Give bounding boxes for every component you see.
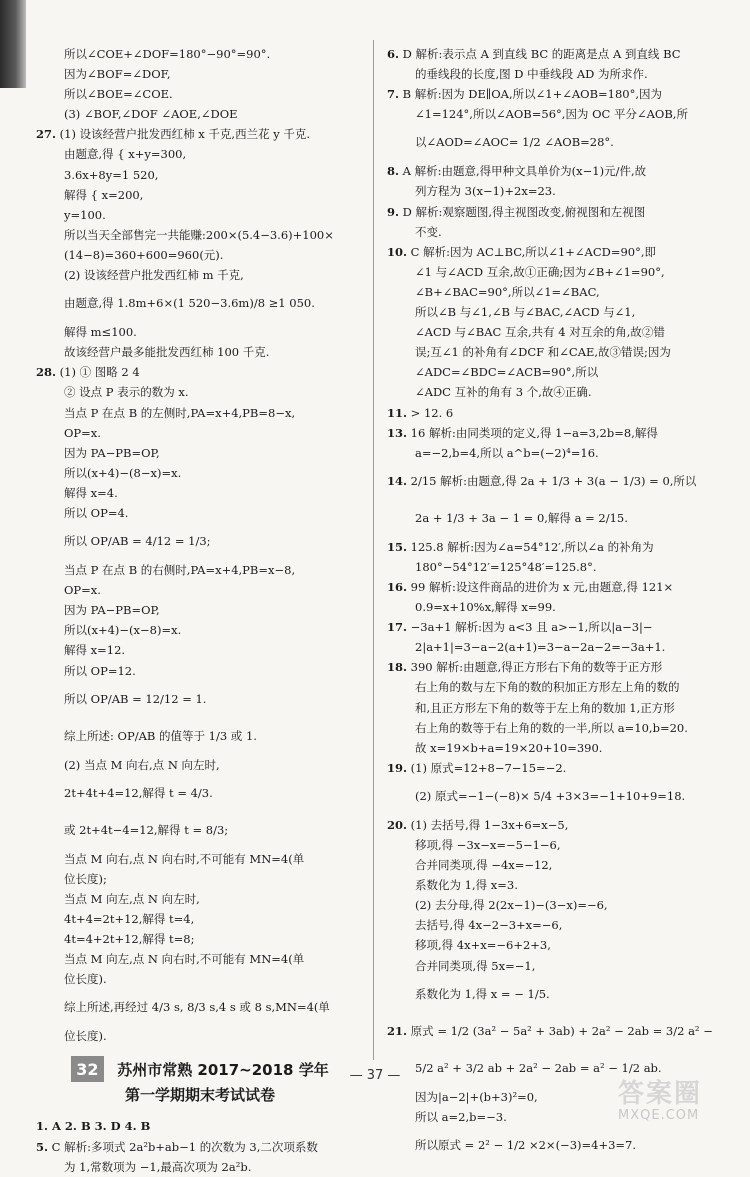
line-text: > 12. 6 — [410, 405, 454, 420]
text-line — [387, 915, 715, 935]
text-line — [36, 382, 364, 402]
text-line — [36, 661, 364, 681]
text-line — [387, 124, 715, 161]
question-number: 16. — [387, 579, 408, 594]
text-line — [36, 755, 364, 775]
text-line — [387, 855, 715, 875]
question-number: 27. — [36, 127, 57, 142]
line-text: (1) 去括号,得 1−3x+6=x−5, — [410, 817, 569, 832]
text-line — [387, 181, 715, 201]
line-text: y=100. — [64, 207, 106, 222]
question-number: 8. — [387, 164, 400, 179]
line-text: 和,且正方形左下角的数等于左上角的数加 1,正方形 — [415, 700, 675, 715]
text-line — [36, 285, 364, 322]
text-line — [387, 976, 715, 1013]
text-line — [36, 1137, 364, 1157]
text-line — [36, 1026, 364, 1046]
line-text: 当点 M 向右,点 N 向右时,不可能有 MN=4(单 — [64, 851, 305, 866]
watermark-logo — [618, 1080, 738, 1126]
question-number: 11. — [387, 405, 408, 420]
text-line — [387, 815, 715, 835]
line-text: 当点 M 向左,点 N 向右时,不可能有 MN=4(单 — [64, 952, 305, 967]
text-line — [36, 245, 364, 265]
line-text: 4t=4+2t+12,解得 t=8; — [64, 932, 195, 947]
text-line — [387, 935, 715, 955]
line-text: 0.9=x+10%x,解得 x=99. — [415, 600, 556, 615]
text-line — [387, 1127, 715, 1164]
text-line — [36, 165, 364, 185]
line-text: 当点 M 向左,点 N 向左时, — [64, 891, 200, 906]
line-text: 当点 P 在点 B 的右侧时,PA=x+4,PB=x−8, — [64, 563, 296, 578]
line-text: 390 解析:由题意,得正方形右下角的数等于正方形 — [410, 660, 663, 675]
text-line — [387, 677, 715, 697]
line-text: (2) 原式=−1−(−8)× 5/4 +3×3=−1+10+9=18. — [415, 788, 686, 803]
text-line — [36, 681, 364, 718]
line-text: −3a+1 解析:因为 a<3 且 a>−1,所以|a−3|− — [410, 620, 653, 635]
line-text: 125.8 解析:因为∠a=54°12′,所以∠a 的补角为 — [410, 539, 654, 554]
text-line — [36, 124, 364, 144]
line-text: (14−8)=360+600=960(元). — [64, 247, 224, 262]
text-line — [36, 909, 364, 929]
text-line — [387, 362, 715, 382]
text-line — [387, 657, 715, 677]
question-number: 6. — [387, 47, 400, 61]
line-text: ∠B+∠BAC=90°,所以∠1=∠BAC, — [415, 284, 600, 299]
text-line — [387, 617, 715, 637]
line-text: OP=x. — [64, 425, 101, 440]
text-line — [36, 44, 364, 64]
text-line — [36, 322, 364, 342]
question-number: 10. — [387, 244, 408, 259]
line-text: 4t+4=2t+12,解得 t=4, — [64, 912, 195, 926]
question-number: 9. — [387, 204, 400, 219]
line-text: 5/2 a² + 3/2 ab + 2a² − 2ab = a² − 1/2 ab. — [415, 1060, 662, 1075]
text-line — [36, 84, 364, 104]
text-line — [387, 342, 715, 362]
text-line — [387, 443, 715, 463]
line-text: 2|a+1|=3−a−2(a+1)=3−a−2a−2=−3a+1. — [415, 640, 666, 655]
text-line — [36, 205, 364, 225]
line-text: 故 x=19×b+a=19×20+10=390. — [415, 740, 603, 755]
text-line — [387, 104, 715, 124]
text-line — [36, 812, 364, 849]
line-text: 系数化为 1,得 x=3. — [415, 878, 518, 893]
column-divider — [373, 40, 374, 1060]
line-text: 故该经营户最多能批发西红柿 100 千克. — [64, 345, 270, 360]
line-text: 因为 PA−PB=OP, — [64, 445, 160, 460]
line-text: 由题意,得 { x+y=300, — [64, 147, 187, 162]
question-number: 7. — [387, 87, 400, 102]
text-line — [387, 956, 715, 976]
line-text: 解得 x=12. — [64, 643, 126, 658]
text-line — [36, 949, 364, 969]
line-text: 原式 = 1/2 (3a² − 5a² + 3ab) + 2a² − 2ab = 3/2 a² − — [410, 1023, 713, 1038]
text-line — [36, 640, 364, 660]
text-line — [387, 637, 715, 657]
text-line — [387, 222, 715, 242]
text-line — [387, 242, 715, 262]
line-text: a=−2,b=4,所以 a^b=(−2)⁴=16. — [415, 445, 599, 460]
text-line — [36, 1157, 364, 1177]
text-line — [36, 104, 364, 124]
line-text: 16 解析:由同类项的定义,得 1−a=3,2b=8,解得 — [410, 425, 658, 440]
text-line — [36, 560, 364, 580]
line-text: 系数化为 1,得 x = − 1/5. — [415, 986, 550, 1001]
line-text: 综上所述,再经过 4/3 s, 8/3 s,4 s 或 8 s,MN=4(单 — [64, 1000, 330, 1015]
line-text: 以∠AOD=∠AOC= 1/2 ∠AOB=28°. — [415, 135, 614, 150]
text-line — [36, 849, 364, 869]
text-line — [36, 600, 364, 620]
line-text: 因为 PA−PB=OP, — [64, 603, 160, 618]
line-text: 因为|a−2|+(b+3)²=0, — [415, 1089, 538, 1104]
line-text: 为 1,常数项为 −1,最高次项为 2a²b. — [64, 1159, 252, 1174]
line-text: 由题意,得 1.8m+6×(1 520−3.6m)/8 ≥1 050. — [64, 296, 315, 311]
line-text: 所以∠COE+∠DOF=180°−90°=90°. — [64, 47, 271, 61]
line-text: 所以 OP=12. — [64, 663, 136, 678]
line-text: 解得 m≤100. — [64, 325, 137, 340]
line-text: (2) 当点 M 向右,点 N 向左时, — [64, 757, 220, 772]
question-number: 28. — [36, 365, 57, 380]
text-line — [387, 202, 715, 222]
text-line — [387, 698, 715, 718]
question-number: 21. — [387, 1023, 408, 1038]
line-text: (2) 去分母,得 2(2x−1)−(3−x)=−6, — [415, 898, 608, 913]
line-text: 2a + 1/3 + 3a − 1 = 0,解得 a = 2/15. — [415, 510, 628, 525]
line-text: 合并同类项,得 −4x=−12, — [415, 858, 553, 873]
text-line — [387, 463, 715, 500]
text-line — [387, 423, 715, 443]
line-text: 所以 OP/AB = 12/12 = 1. — [64, 691, 207, 706]
section-title-line1: 苏州市常熟 2017~2018 学年 — [117, 1061, 329, 1080]
question-number: 18. — [387, 660, 408, 675]
line-text: B 解析:因为 DE∥OA,所以∠1+∠AOB=180°,因为 — [402, 87, 663, 102]
text-line — [387, 161, 715, 181]
line-text: 所以 OP/AB = 4/12 = 1/3; — [64, 534, 211, 549]
text-line — [36, 503, 364, 523]
line-text: 所以(x+4)−(x−8)=x. — [64, 623, 182, 638]
line-text: 当点 P 在点 B 的左侧时,PA=x+4,PB=8−x, — [64, 405, 296, 420]
page-number: — 37 — — [349, 1068, 401, 1083]
text-line — [36, 969, 364, 989]
line-text: 综上所述: OP/AB 的值等于 1/3 或 1. — [64, 728, 257, 743]
text-line — [36, 144, 364, 164]
line-text: 所以∠B 与∠1,∠B 与∠BAC,∠ACD 与∠1, — [415, 305, 636, 320]
line-text: ∠ACD 与∠BAC 互余,共有 4 对互余的角,故②错 — [415, 325, 665, 340]
line-text: 3.6x+8y=1 520, — [64, 167, 159, 182]
text-line — [387, 403, 715, 423]
line-text: 右上角的数等于右上角的数的一半,所以 a=10,b=20. — [415, 720, 688, 735]
line-text: 解得 x=4. — [64, 485, 118, 500]
line-text: 合并同类项,得 5x=−1, — [415, 958, 536, 973]
line-text: ② 设点 P 表示的数为 x. — [64, 385, 189, 400]
line-text: 位长度). — [64, 972, 107, 987]
text-line — [36, 1116, 364, 1136]
watermark-text: 答案圈 — [618, 1079, 703, 1109]
line-text: 不变. — [415, 224, 442, 239]
text-line — [36, 423, 364, 443]
text-line — [387, 597, 715, 617]
line-text: 位长度); — [64, 871, 107, 886]
line-text: 列方程为 3(x−1)+2x=23. — [415, 184, 556, 199]
line-text: 右上角的数与左下角的数的积加正方形左上角的数的 — [415, 680, 680, 695]
text-line — [36, 265, 364, 285]
line-text: 所以∠BOE=∠COE. — [64, 87, 173, 102]
text-line — [387, 84, 715, 104]
text-line — [36, 443, 364, 463]
text-line — [387, 778, 715, 815]
page-corner-shadow — [0, 0, 26, 88]
text-line — [387, 835, 715, 855]
text-line — [36, 718, 364, 755]
line-text: D 解析:表示点 A 到直线 BC 的距离是点 A 到直线 BC — [402, 47, 681, 61]
line-text: 移项,得 −3x−x=−5−1−6, — [415, 838, 561, 852]
text-line — [36, 869, 364, 889]
text-line — [387, 1013, 715, 1050]
section-title-line2: 第一学期期末考试试卷 — [124, 1086, 275, 1105]
text-line — [36, 580, 364, 600]
line-text: 所以 a=2,b=−3. — [415, 1109, 507, 1124]
line-text: 的垂线段的长度,图 D 中垂线段 AD 为所求作. — [415, 67, 648, 82]
text-line — [387, 302, 715, 322]
line-text: (3) ∠BOF,∠DOF ∠AOE,∠DOE — [64, 107, 238, 122]
section-answer-lines — [36, 1116, 364, 1176]
line-text: C 解析:因为 AC⊥BC,所以∠1+∠ACD=90°,即 — [410, 244, 657, 259]
text-line — [36, 342, 364, 362]
text-line — [387, 500, 715, 537]
text-line — [387, 282, 715, 302]
text-line — [36, 620, 364, 640]
line-text: 99 解析:设这件商品的进价为 x 元,由题意,得 121× — [410, 579, 674, 594]
question-number: 20. — [387, 817, 408, 832]
line-text: 解得 { x=200, — [64, 187, 144, 202]
line-text: ∠ADC 互补的角有 3 个,故④正确. — [415, 385, 592, 400]
line-text: 去括号,得 4x−2−3+x=−6, — [415, 918, 563, 933]
line-text: 所以原式 = 2² − 1/2 ×2×(−3)=4+3=7. — [415, 1137, 637, 1152]
text-line — [387, 64, 715, 84]
question-number: 5. — [36, 1139, 49, 1154]
text-line — [387, 895, 715, 915]
line-text: 所以 OP=4. — [64, 505, 129, 520]
text-line — [387, 557, 715, 577]
line-text: 位长度). — [64, 1029, 107, 1044]
line-text: 所以当天全部售完一共能赚:200×(5.4−3.6)+100× — [64, 227, 334, 242]
line-text: 移项,得 4x+x=−6+2+3, — [415, 938, 551, 953]
text-line — [387, 44, 715, 64]
text-line — [387, 758, 715, 778]
line-text: 2t+4t+4=12,解得 t = 4/3. — [64, 785, 213, 800]
text-line — [36, 403, 364, 423]
text-line — [36, 889, 364, 909]
question-number: 15. — [387, 539, 408, 554]
text-line — [387, 738, 715, 758]
line-text: 或 2t+4t−4=12,解得 t = 8/3; — [64, 822, 229, 837]
text-line — [36, 225, 364, 245]
line-text: C 解析:多项式 2a²b+ab−1 的次数为 3,二次项系数 — [51, 1139, 318, 1154]
question-number: 19. — [387, 760, 408, 775]
text-line — [36, 185, 364, 205]
line-text: ∠1=124°,所以∠AOB=56°,因为 OC 平分∠AOB,所 — [415, 107, 688, 122]
right-answer-lines — [387, 44, 715, 1164]
line-text: A 解析:由题意,得甲种文具单价为(x−1)元/件,故 — [402, 164, 647, 179]
line-text: D 解析:观察题图,得主视图改变,俯视图和左视图 — [402, 204, 646, 219]
text-line — [36, 929, 364, 949]
question-number: 13. — [387, 425, 408, 440]
text-line — [387, 718, 715, 738]
text-line — [36, 989, 364, 1026]
text-line — [36, 483, 364, 503]
text-line — [36, 64, 364, 84]
question-number: 17. — [387, 620, 408, 635]
line-text: 误;互∠1 的补角有∠DCF 和∠CAE,故③错误;因为 — [415, 345, 671, 360]
left-answer-lines — [36, 44, 364, 1046]
text-line — [387, 577, 715, 597]
text-line — [36, 523, 364, 560]
text-line — [387, 322, 715, 342]
text-line — [387, 262, 715, 282]
question-number: 14. — [387, 473, 408, 488]
line-text: (2) 设该经营户批发西红柿 m 千克, — [64, 268, 244, 283]
right-column — [387, 44, 715, 1164]
watermark-url: MXQE.COM — [618, 1108, 700, 1123]
line-text: 1. A 2. B 3. D 4. B — [36, 1119, 151, 1134]
text-line — [387, 382, 715, 402]
line-text: 180°−54°12′=125°48′=125.8°. — [415, 559, 597, 574]
line-text: OP=x. — [64, 583, 101, 598]
text-line — [36, 463, 364, 483]
section-number-badge: 32 — [71, 1056, 103, 1082]
line-text: 所以(x+4)−(8−x)=x. — [64, 465, 182, 480]
line-text: ∠ADC=∠BDC=∠ACB=90°,所以 — [415, 365, 599, 380]
text-line — [36, 362, 364, 382]
text-line — [387, 537, 715, 557]
line-text: (1) ① 图略 2 4 — [59, 365, 140, 380]
text-line — [387, 875, 715, 895]
line-text: 2/15 解析:由题意,得 2a + 1/3 + 3(a − 1/3) = 0,所以 — [410, 473, 697, 488]
line-text: 因为∠BOF=∠DOF, — [64, 67, 171, 82]
left-column — [36, 44, 364, 1177]
line-text: (1) 原式=12+8−7−15=−2. — [410, 760, 567, 775]
line-text: ∠1 与∠ACD 互余,故①正确;因为∠B+∠1=90°, — [415, 264, 665, 279]
line-text: (1) 设该经营户批发西红柿 x 千克,西兰花 y 千克. — [59, 127, 311, 142]
text-line — [36, 775, 364, 812]
